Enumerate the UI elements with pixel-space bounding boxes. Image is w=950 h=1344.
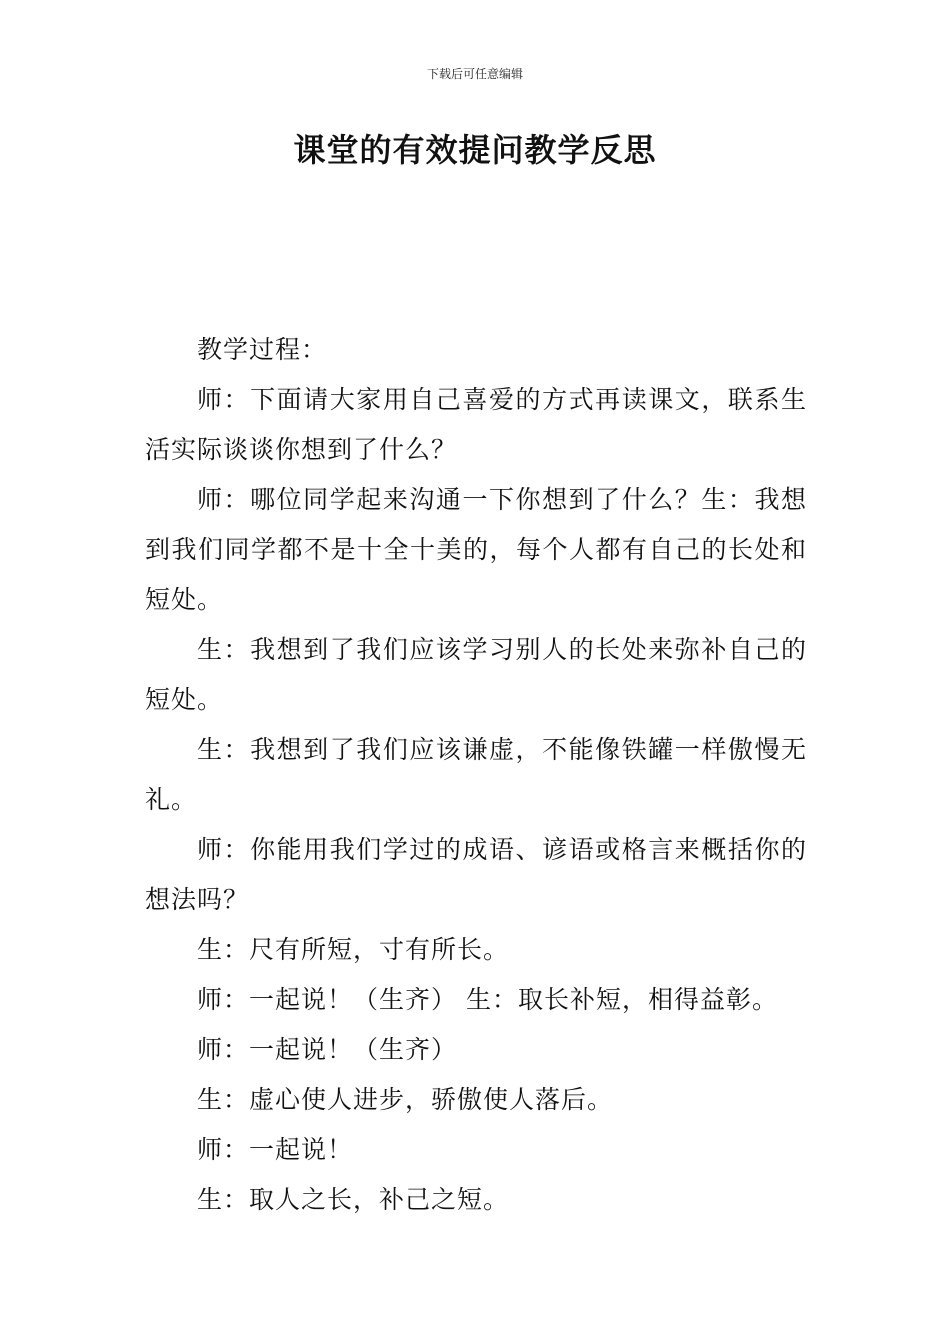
document-body [145,325,807,1225]
paragraph: 生：取人之长，补己之短。 [197,1185,510,1214]
paragraph: 师：哪位同学起来沟通一下你想到了什么？生：我想到我们同学都不是十全十美的，每个人都有自己的长处和短处。 [145,485,807,614]
paragraph: 教学过程： [197,335,328,364]
paragraph: 师：一起说！（生齐） [197,1035,458,1064]
paragraph: 生：我想到了我们应该谦虚，不能像铁罐一样傲慢无礼。 [145,735,807,814]
paragraph: 师：一起说！（生齐） 生：取长补短，相得益彰。 [197,985,778,1014]
paragraph: 师：一起说！ [197,1135,354,1164]
paragraph: 师：下面请大家用自己喜爱的方式再读课文，联系生活实际谈谈你想到了什么？ [145,385,807,464]
paragraph: 生：虚心使人进步，骄傲使人落后。 [197,1085,614,1114]
paragraph: 师：你能用我们学过的成语、谚语或格言来概括你的想法吗？ [145,835,807,914]
header-note: 下载后可任意编辑 [426,67,523,81]
paragraph: 生：尺有所短，寸有所长。 [197,935,510,964]
document-title: 课堂的有效提问教学反思 [293,131,657,169]
paragraph: 生：我想到了我们应该学习别人的长处来弥补自己的短处。 [145,635,807,714]
